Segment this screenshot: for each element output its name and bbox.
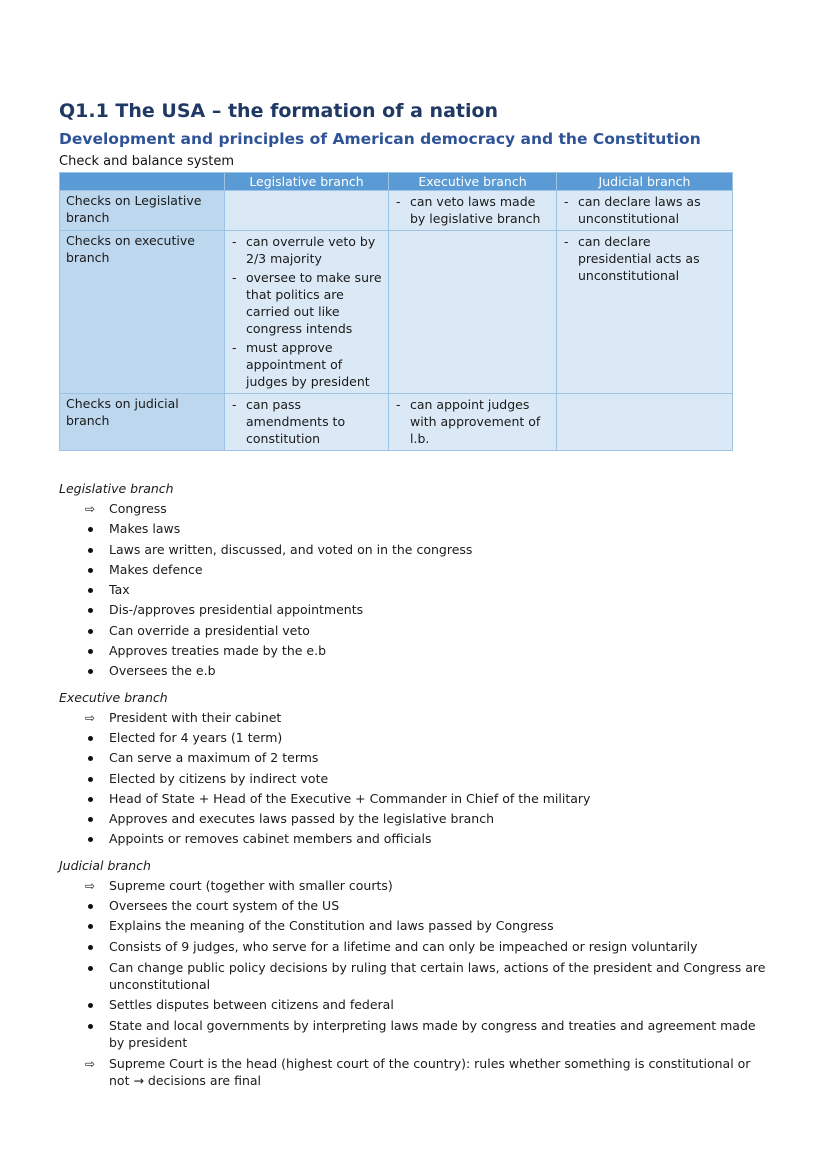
list-item-text: State and local governments by interpreting laws made by congress and treaties and agreement made by president [109, 1018, 756, 1051]
list-item [59, 621, 769, 641]
cell-list [231, 233, 382, 390]
table-cell [389, 191, 557, 231]
list-item-text: Appoints or removes cabinet members and officials [109, 831, 432, 847]
bullet-icon [83, 600, 97, 620]
arrow-bullet-icon: ⇨ [84, 710, 96, 725]
list-item [59, 540, 769, 560]
cell-list [563, 233, 726, 284]
list-item-text: Approves treaties made by the e.b [109, 643, 326, 659]
list-item [59, 708, 769, 728]
list-item [59, 876, 769, 896]
section-list [59, 876, 769, 1091]
cell-list-item: - can veto laws made by legislative branch [395, 193, 550, 227]
bullet-icon [83, 621, 97, 641]
list-item-text: Consists of 9 judges, who serve for a lifetime and can only be impeached or resign voluntarily [109, 938, 698, 954]
table-cell [557, 394, 733, 451]
bullet-icon [83, 519, 97, 539]
list-item-text: Supreme Court is the head (highest court of the country): rules whether something is constitutional or not → decisions are final [109, 1056, 751, 1089]
list-item-text: Laws are written, discussed, and voted on in the congress [109, 541, 473, 557]
bullet-icon [83, 769, 97, 789]
table-header-cell: Executive branch [389, 173, 557, 191]
arrow-bullet-icon: ⇨ [84, 878, 96, 893]
cell-list [231, 396, 382, 447]
table-caption: Check and balance system [59, 154, 235, 169]
list-item [59, 580, 769, 600]
list-item [59, 829, 769, 849]
table-body [60, 191, 733, 451]
list-item [59, 809, 769, 829]
bullet-icon [83, 540, 97, 560]
table-cell [557, 191, 733, 231]
list-item [59, 916, 769, 936]
page-subtitle: Development and principles of American democracy and the Constitution [59, 130, 701, 148]
list-item-text: Elected for 4 years (1 term) [109, 729, 283, 745]
section-heading: Legislative branch [59, 481, 174, 496]
list-item [59, 1015, 769, 1053]
bullet-icon [83, 995, 97, 1015]
table-cell [557, 231, 733, 394]
list-item [59, 995, 769, 1015]
bullet-icon [83, 661, 97, 681]
list-item-text: Explains the meaning of the Constitution and laws passed by Congress [109, 918, 554, 934]
list-item-text: Approves and executes laws passed by the legislative branch [109, 811, 494, 827]
list-item-text: President with their cabinet [109, 709, 282, 725]
list-item-text: Supreme court (together with smaller courts) [109, 877, 393, 893]
list-item [59, 937, 769, 957]
list-item-text: Tax [109, 582, 130, 598]
bullet-icon [83, 959, 97, 976]
list-item-text: Oversees the court system of the US [109, 898, 340, 914]
table-header-cell: Legislative branch [225, 173, 389, 191]
list-item-text: Head of State + Head of the Executive + Commander in Chief of the military [109, 790, 591, 806]
bullet-icon [83, 829, 97, 849]
table-header-corner [60, 173, 225, 191]
bullet-icon [83, 896, 97, 916]
table-row [60, 191, 733, 231]
list-item [59, 1053, 769, 1091]
bullet-icon [83, 937, 97, 957]
cell-list [395, 193, 550, 227]
cell-list [395, 396, 550, 447]
list-item [59, 769, 769, 789]
list-item [59, 641, 769, 661]
table-cell [225, 231, 389, 394]
table-header-cell: Judicial branch [557, 173, 733, 191]
list-item-text: Dis-/approves presidential appointments [109, 602, 364, 618]
list-item [59, 499, 769, 519]
cell-list-item: - can declare laws as unconstitutional [563, 193, 726, 227]
list-item-text: Settles disputes between citizens and federal [109, 996, 394, 1012]
bullet-icon [83, 560, 97, 580]
bullet-icon [83, 580, 97, 600]
page-title: Q1.1 The USA – the formation of a nation [59, 100, 499, 122]
checks-balances-table [59, 172, 733, 451]
table-row [60, 394, 733, 451]
list-item [59, 519, 769, 539]
table-cell [389, 394, 557, 451]
cell-list-item: - can pass amendments to constitution [231, 396, 382, 447]
bullet-icon [83, 1017, 97, 1034]
cell-list-item: - can appoint judges with approvement of l.b. [395, 396, 550, 447]
bullet-icon [83, 809, 97, 829]
list-item [59, 748, 769, 768]
table-row [60, 231, 733, 394]
cell-list [563, 193, 726, 227]
table-cell [389, 231, 557, 394]
cell-list-item: - can overrule veto by 2/3 majority [231, 233, 382, 267]
list-item [59, 600, 769, 620]
table-header-row [60, 173, 733, 191]
section-list [59, 708, 769, 850]
document-page [59, 96, 769, 1091]
branch-sections [59, 479, 769, 1091]
list-item [59, 896, 769, 916]
list-item-text: Can serve a maximum of 2 terms [109, 750, 319, 766]
table-cell [225, 191, 389, 231]
list-item-text: Congress [109, 501, 167, 516]
bullet-icon [83, 789, 97, 809]
bullet-icon [83, 748, 97, 768]
arrow-bullet-icon: ⇨ [84, 1057, 96, 1072]
section-heading: Executive branch [59, 689, 168, 705]
table-row-label: Checks on executive branch [60, 231, 225, 394]
list-item [59, 957, 769, 995]
cell-list-item: - oversee to make sure that politics are carried out like congress intends [231, 269, 382, 337]
table-cell [225, 394, 389, 451]
bullet-icon [83, 728, 97, 748]
list-item-text: Can override a presidential veto [109, 622, 310, 638]
list-item-text: Oversees the e.b [109, 663, 216, 679]
cell-list-item: - must approve appointment of judges by president [231, 339, 382, 390]
list-item [59, 728, 769, 748]
list-item [59, 789, 769, 809]
list-item-text: Makes laws [109, 521, 181, 537]
list-item [59, 661, 769, 681]
cell-list-item: - can declare presidential acts as unconstitutional [563, 233, 726, 284]
table-row-label: Checks on judicial branch [60, 394, 225, 451]
list-item [59, 560, 769, 580]
section-heading: Judicial branch [59, 857, 151, 873]
bullet-icon [83, 916, 97, 936]
bullet-icon [83, 641, 97, 661]
list-item-text: Elected by citizens by indirect vote [109, 770, 329, 786]
table-row-label: Checks on Legislative branch [60, 191, 225, 231]
section-list [59, 499, 769, 682]
list-item-text: Can change public policy decisions by ruling that certain laws, actions of the president and Congress are unconstitutional [109, 959, 766, 992]
arrow-bullet-icon: ⇨ [84, 502, 96, 516]
list-item-text: Makes defence [109, 561, 203, 577]
